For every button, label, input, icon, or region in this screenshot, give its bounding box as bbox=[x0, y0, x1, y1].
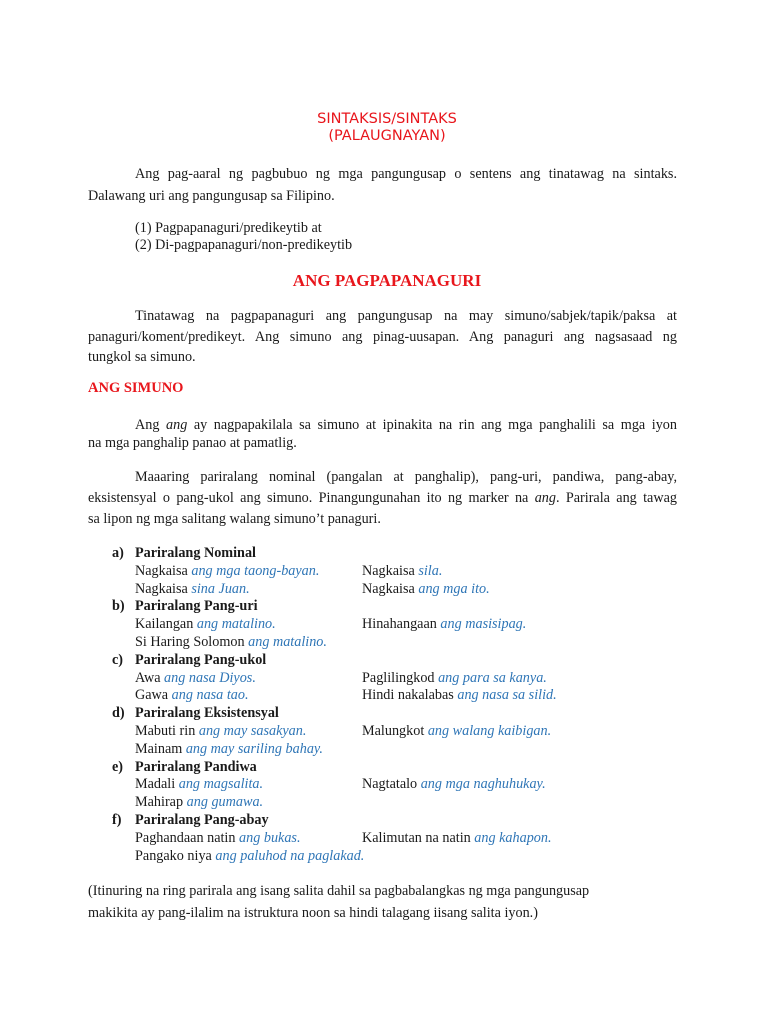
category-label: e) bbox=[112, 758, 124, 775]
document-subtitle: (PALAUGNAYAN) bbox=[328, 128, 446, 144]
example-phrase: ang matalino. bbox=[248, 634, 327, 650]
example-phrase: ang may sariling bahay. bbox=[185, 740, 323, 757]
intro-line: Ang pag-aaral ng pagbubuo ng mga pangungusap o sentens ang tinatawag na sintaks. bbox=[135, 166, 677, 182]
example-phrase: ang bukas. bbox=[239, 829, 301, 846]
example-text: Kalimutan na natin bbox=[362, 829, 475, 846]
category-name: Pariralang Nominal bbox=[135, 545, 256, 561]
note-line: makikita ay pang-ilalim na istruktura noon sa hindi talagang iisang salita iyon.) bbox=[88, 905, 538, 921]
text: Ang bbox=[135, 417, 166, 433]
example-sentence bbox=[362, 776, 546, 793]
list-item: (2) Di-pagpapanaguri/non-predikeytib bbox=[135, 237, 353, 253]
example-phrase: ang mga naghuhukay. bbox=[420, 776, 546, 793]
example-text: Nagtatalo bbox=[362, 776, 421, 793]
text: ay nagpapakilala sa simuno at ipinakita na rin ang mga panghalili sa mga iyon bbox=[187, 417, 677, 433]
text-italic: ang bbox=[166, 417, 188, 433]
example-sentence bbox=[135, 563, 319, 580]
example-phrase: ang nasa sa silid. bbox=[457, 687, 557, 704]
section-heading: ANG SIMUNO bbox=[88, 380, 184, 396]
example-phrase: ang gumawa. bbox=[186, 794, 264, 811]
example-sentence bbox=[135, 848, 364, 865]
category-name: Pariralang Pang-uri bbox=[135, 598, 258, 615]
example-phrase: ang mga taong-bayan. bbox=[191, 562, 320, 579]
paragraph-line bbox=[88, 489, 677, 507]
example-phrase: ang masisipag. bbox=[440, 616, 527, 633]
example-sentence bbox=[135, 723, 306, 740]
category-label: c) bbox=[112, 651, 124, 668]
section-heading: ANG PAGPAPANAGURI bbox=[292, 271, 482, 290]
example-text: Kailangan bbox=[135, 616, 197, 633]
example-phrase: ang nasa tao. bbox=[171, 687, 249, 704]
example-phrase: ang nasa Diyos. bbox=[164, 669, 256, 686]
example-sentence bbox=[135, 581, 250, 598]
paragraph-line: Maaaring pariralang nominal (pangalan at panghalip), pang-uri, pandiwa, pang-abay, bbox=[135, 469, 677, 485]
example-text: Nagkaisa bbox=[362, 580, 419, 597]
example-sentence bbox=[135, 634, 327, 651]
example-sentence bbox=[362, 687, 557, 704]
example-sentence bbox=[362, 563, 442, 580]
example-phrase: ang paluhod na paglakad. bbox=[215, 847, 365, 864]
paragraph-line: na mga panghalip panao at pamatlig. bbox=[88, 435, 297, 451]
example-phrase: sina Juan. bbox=[191, 580, 250, 597]
example-text: Si Haring Solomon bbox=[135, 634, 249, 650]
example-sentence bbox=[362, 723, 551, 740]
example-sentence bbox=[135, 794, 263, 811]
example-text: Mainam bbox=[135, 740, 186, 757]
list-item: (1) Pagpapanaguri/predikeytib at bbox=[135, 220, 322, 236]
example-phrase: ang kahapon. bbox=[474, 829, 552, 846]
example-phrase: ang matalino. bbox=[196, 616, 276, 633]
example-sentence bbox=[135, 670, 256, 687]
example-text: Madali bbox=[135, 776, 179, 793]
example-phrase: ang walang kaibigan. bbox=[427, 723, 552, 739]
category-name: Pariralang Pang-ukol bbox=[135, 651, 267, 668]
note-line: (Itinuring na ring parirala ang isang salita dahil sa pagbabalangkas ng mga pangungusap bbox=[88, 883, 590, 899]
category-name: Pariralang Pang-abay bbox=[135, 812, 269, 828]
example-sentence bbox=[135, 776, 263, 793]
example-text: Mabuti rin bbox=[135, 723, 199, 739]
example-sentence bbox=[362, 670, 547, 687]
example-text: Paghandaan natin bbox=[135, 829, 240, 846]
example-phrase: ang mga ito. bbox=[418, 580, 490, 597]
document-title: SINTAKSIS/SINTAKS bbox=[317, 111, 457, 127]
example-text: Nagkaisa bbox=[362, 562, 419, 579]
example-text: Pangako niya bbox=[135, 847, 216, 864]
paragraph-line: tungkol sa simuno. bbox=[88, 349, 196, 365]
example-sentence bbox=[362, 616, 526, 633]
intro-line: Dalawang uri ang pangungusap sa Filipino. bbox=[88, 188, 335, 204]
example-phrase: sila. bbox=[418, 562, 443, 579]
category-label: f) bbox=[112, 812, 122, 828]
example-text: Hinahangaan bbox=[362, 616, 441, 633]
example-text: Gawa bbox=[135, 687, 172, 704]
paragraph-line: sa lipon ng mga salitang walang simuno’t panaguri. bbox=[88, 511, 381, 527]
example-text: Awa bbox=[135, 669, 165, 686]
text-italic: ang bbox=[534, 490, 556, 506]
text: eksistensyal o pang-ukol ang simuno. Pinangungunahan ito ng marker na bbox=[88, 490, 535, 506]
example-text: Malungkot bbox=[362, 723, 428, 739]
paragraph-line: panaguri/koment/predikeyt. Ang simuno ang pinag-uusapan. Ang panaguri ang nagsasaad ng bbox=[88, 329, 677, 345]
category-label: d) bbox=[112, 705, 125, 722]
text: . Parirala ang tawag bbox=[555, 490, 677, 506]
paragraph-line bbox=[135, 416, 677, 434]
example-phrase: ang may sasakyan. bbox=[198, 723, 307, 739]
example-text: Nagkaisa bbox=[135, 562, 192, 579]
example-sentence bbox=[135, 687, 249, 704]
example-text: Mahirap bbox=[135, 794, 187, 811]
example-phrase: ang para sa kanya. bbox=[438, 669, 547, 686]
paragraph-line: Tinatawag na pagpapanaguri ang pangungusap na may simuno/sabjek/tapik/paksa at bbox=[135, 308, 677, 324]
category-label: b) bbox=[112, 598, 125, 615]
example-text: Hindi nakalabas bbox=[362, 687, 458, 704]
example-sentence bbox=[362, 830, 552, 847]
category-name: Pariralang Pandiwa bbox=[135, 758, 257, 775]
example-text: Paglilingkod bbox=[362, 669, 439, 686]
example-phrase: ang magsalita. bbox=[178, 776, 264, 793]
category-name: Pariralang Eksistensyal bbox=[135, 705, 279, 722]
example-sentence bbox=[362, 581, 490, 598]
example-sentence bbox=[135, 741, 323, 758]
example-sentence bbox=[135, 616, 276, 633]
example-text: Nagkaisa bbox=[135, 580, 192, 597]
category-label: a) bbox=[112, 545, 124, 561]
example-sentence bbox=[135, 830, 301, 847]
